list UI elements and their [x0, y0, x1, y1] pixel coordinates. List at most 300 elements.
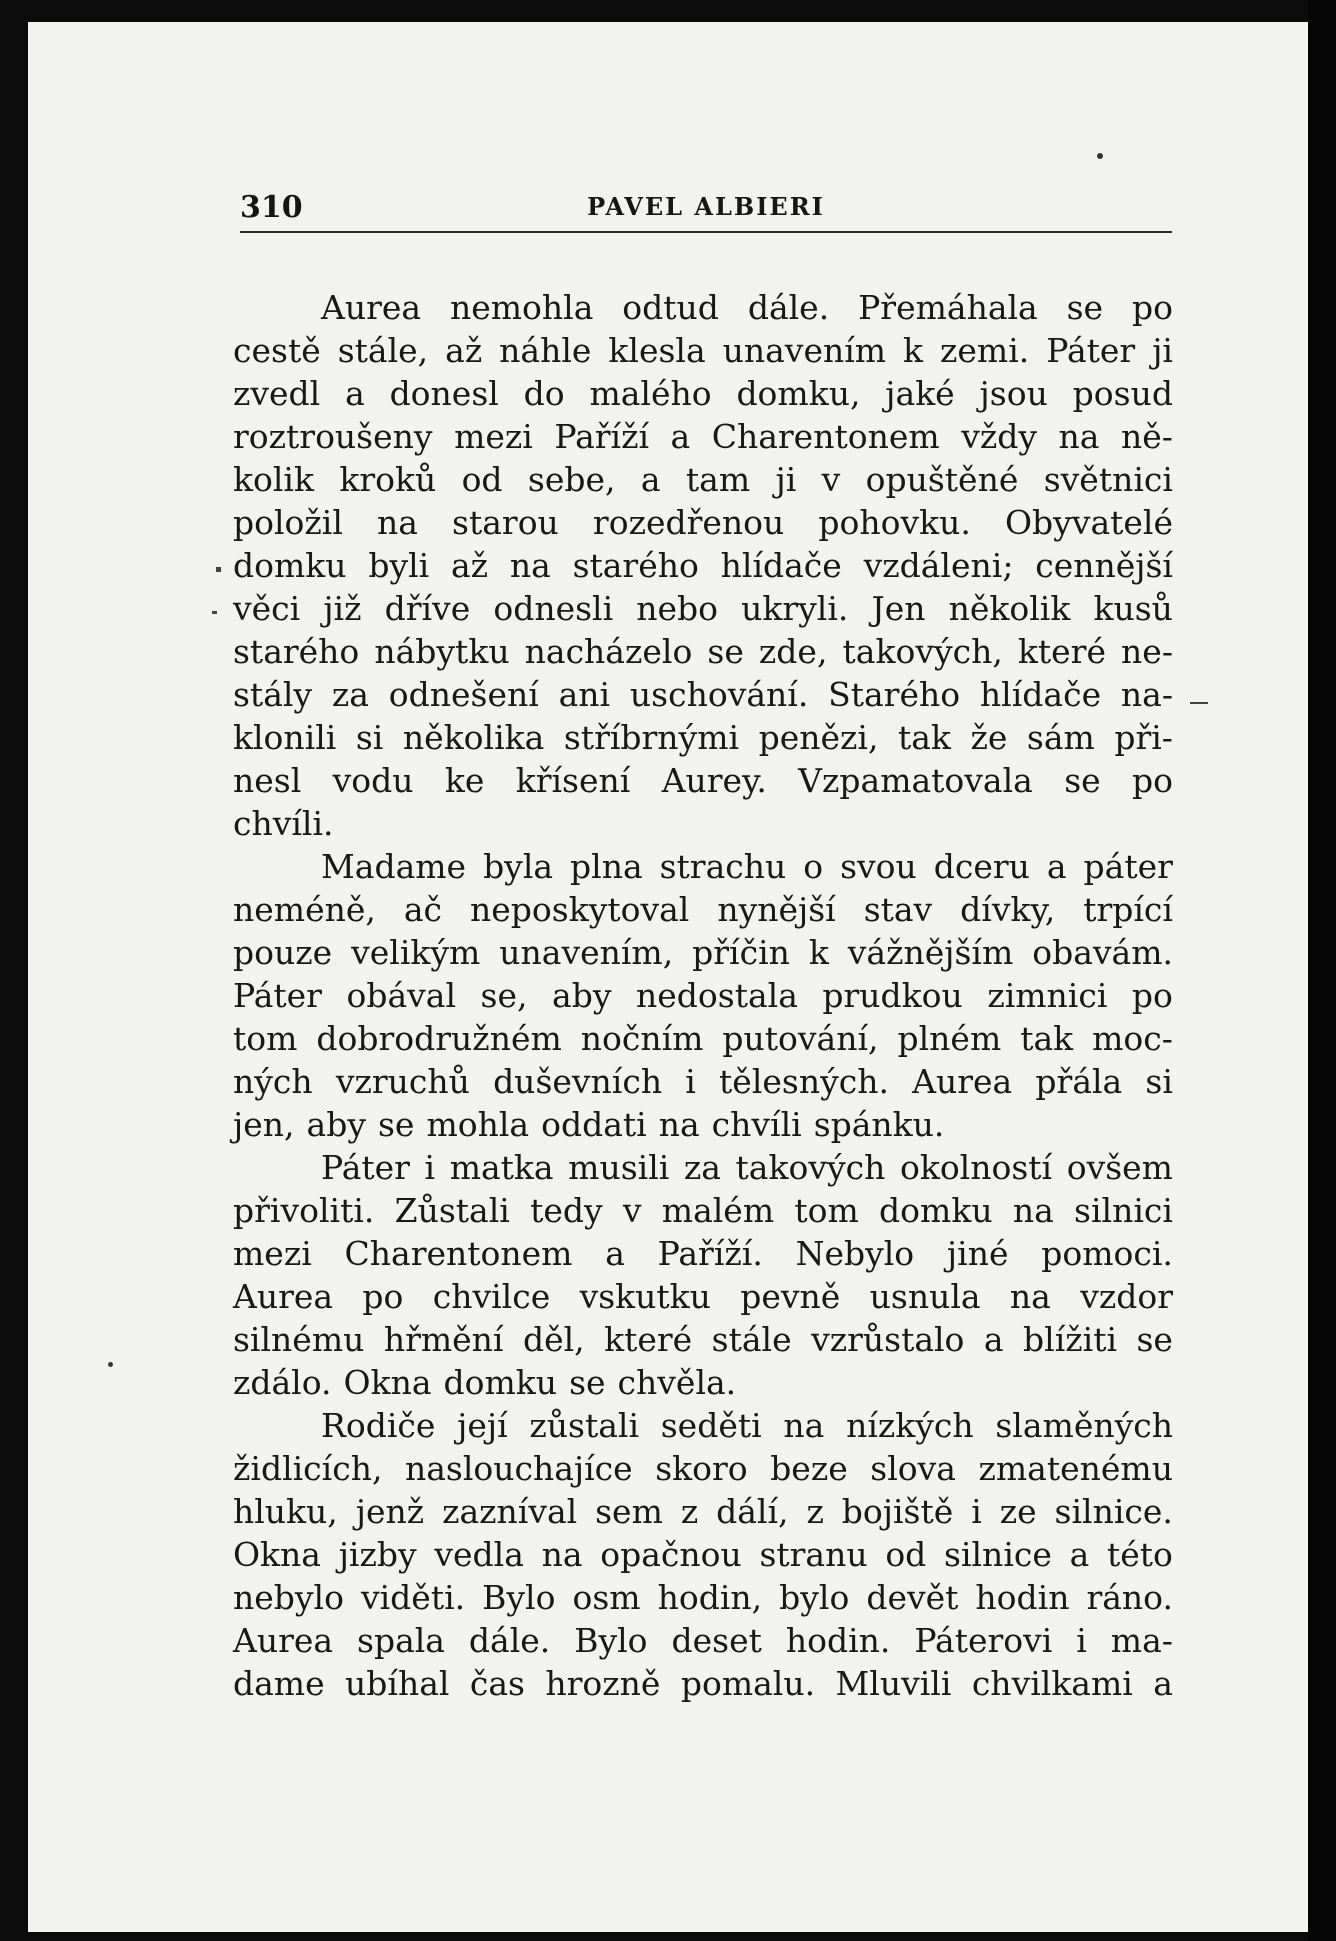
text-line	[233, 845, 1173, 888]
word: dame	[233, 1664, 325, 1703]
text-line	[233, 1017, 1173, 1060]
word: byla	[483, 847, 554, 886]
word: odtud	[622, 288, 719, 327]
scan-edge	[1308, 0, 1336, 1941]
word: Charentonem	[711, 417, 940, 456]
word: usnula	[869, 1277, 981, 1316]
word: ač	[403, 890, 443, 929]
word: nynější	[717, 890, 836, 929]
word: pohovku.	[818, 503, 971, 542]
word: se	[1066, 288, 1104, 327]
word: uschování.	[629, 675, 809, 714]
word: beze	[770, 1449, 848, 1488]
word: pouze	[233, 933, 333, 972]
word: dceru	[933, 847, 1030, 886]
word: dívky,	[960, 890, 1056, 929]
word: roztroušeny	[233, 417, 433, 456]
word: hlídače	[979, 675, 1102, 714]
word: tom	[233, 1019, 298, 1058]
word: Okna	[343, 1363, 432, 1402]
word: na	[658, 1105, 700, 1144]
word: dále.	[468, 1621, 551, 1660]
word: ma-	[1110, 1621, 1173, 1660]
word: Aurea	[912, 1062, 1013, 1101]
page-header	[240, 190, 1172, 234]
word: oddati	[541, 1105, 647, 1144]
word: na	[1058, 417, 1100, 456]
word: hodin,	[657, 1578, 763, 1617]
word: se,	[480, 976, 528, 1015]
word: příčin	[692, 933, 790, 972]
word: i	[685, 1062, 696, 1101]
word: svou	[840, 847, 917, 886]
word: a	[345, 374, 365, 413]
text-line	[233, 974, 1173, 1017]
word: se	[707, 632, 744, 671]
scan-speck	[1097, 153, 1103, 159]
word: se	[1136, 1320, 1173, 1359]
word: unavením	[722, 331, 887, 370]
word: již	[323, 589, 362, 628]
text-line	[233, 1490, 1173, 1533]
word: stále	[711, 1320, 792, 1359]
word: okolností	[899, 1148, 1053, 1187]
word: na	[1009, 1277, 1051, 1316]
text-line	[233, 1662, 1173, 1705]
word: silnice.	[1054, 1492, 1173, 1531]
word: které	[604, 1320, 693, 1359]
word: se	[377, 1105, 415, 1144]
text-line	[233, 1232, 1173, 1275]
word: moc-	[1092, 1019, 1173, 1058]
word: plna	[570, 847, 643, 886]
text-line	[233, 372, 1173, 415]
word: k	[808, 933, 829, 972]
word: stále,	[337, 331, 429, 370]
word: hodin	[975, 1578, 1070, 1617]
word: až	[451, 546, 489, 585]
text-line	[233, 544, 1173, 587]
word: malého	[589, 374, 712, 413]
word: této	[1106, 1535, 1173, 1574]
word: její	[457, 1406, 508, 1445]
word: malém	[661, 1191, 775, 1230]
word: několik	[948, 589, 1071, 628]
word: jen,	[233, 1105, 295, 1144]
word: ji	[775, 460, 797, 499]
word: chvěla.	[617, 1363, 737, 1402]
word: prudkou	[822, 976, 963, 1015]
word: Vzpamatovala	[798, 761, 1033, 800]
body-text	[233, 286, 1173, 1705]
word: na	[541, 1535, 583, 1574]
word: zemi.	[940, 331, 1030, 370]
word: světnici	[1043, 460, 1173, 499]
text-line	[233, 673, 1173, 716]
word: ovšem	[1066, 1148, 1173, 1187]
word: po	[1132, 761, 1173, 800]
word: penězi,	[758, 718, 879, 757]
header-rule	[240, 231, 1172, 233]
word: trpící	[1083, 890, 1173, 929]
word: posud	[1072, 374, 1173, 413]
word: tak	[1020, 1019, 1074, 1058]
text-line	[233, 1146, 1173, 1189]
word: jaké	[885, 374, 955, 413]
word: nebylo	[233, 1578, 344, 1617]
word: silnici	[1074, 1191, 1173, 1230]
scan-speck	[108, 1362, 113, 1367]
word: sám	[1026, 718, 1095, 757]
word: Páter	[233, 976, 322, 1015]
word: Mluvili	[835, 1664, 952, 1703]
word: o	[803, 847, 824, 886]
word: při-	[1114, 718, 1173, 757]
word: Madame	[321, 847, 467, 886]
word: vzrůstalo	[811, 1320, 965, 1359]
word: a	[1153, 1664, 1173, 1703]
text-line	[233, 630, 1173, 673]
word: hrozně	[545, 1664, 661, 1703]
word: z	[680, 1492, 699, 1531]
word: domku	[233, 546, 347, 585]
word: ji	[1152, 331, 1173, 370]
word: se	[569, 1363, 606, 1402]
word: vážnějším	[847, 933, 1014, 972]
word: silnice	[944, 1535, 1052, 1574]
word: přivoliti.	[233, 1191, 375, 1230]
word: mohla	[426, 1105, 530, 1144]
word: musili	[568, 1148, 670, 1187]
word: děl,	[522, 1320, 585, 1359]
text-line	[233, 1103, 1173, 1146]
word: do	[523, 374, 565, 413]
word: v	[622, 1191, 642, 1230]
word: neméně,	[233, 890, 376, 929]
word: zazníval	[442, 1492, 578, 1531]
word: naslouchajíce	[404, 1449, 633, 1488]
word: aby	[306, 1105, 366, 1144]
word: jsou	[979, 374, 1048, 413]
word: nočním	[580, 1019, 704, 1058]
word: donesl	[389, 374, 499, 413]
word: matka	[449, 1148, 554, 1187]
word: dále.	[747, 288, 830, 327]
word: viděti.	[360, 1578, 466, 1617]
word: Paříží.	[657, 1234, 763, 1273]
word: Páterovi	[914, 1621, 1053, 1660]
word: byli	[368, 546, 430, 585]
word: se	[1064, 761, 1101, 800]
word: spala	[357, 1621, 445, 1660]
word: klonili	[233, 718, 337, 757]
word: devět	[866, 1578, 959, 1617]
word: obavám.	[1032, 933, 1173, 972]
word: strachu	[659, 847, 787, 886]
word: a	[983, 1320, 1004, 1359]
word: putování,	[722, 1019, 879, 1058]
word: ubíhal	[345, 1664, 450, 1703]
text-line	[233, 587, 1173, 630]
word: skoro	[655, 1449, 748, 1488]
word: obával	[346, 976, 457, 1015]
text-line	[233, 802, 1173, 845]
word: i	[971, 1492, 982, 1531]
word: od	[461, 460, 503, 499]
word: i	[1076, 1621, 1087, 1660]
word: hluku,	[233, 1492, 338, 1531]
word: opačnou	[600, 1535, 742, 1574]
text-line	[233, 1189, 1173, 1232]
word: ráno.	[1086, 1578, 1173, 1617]
word: Bylo	[574, 1621, 648, 1660]
word: přála	[1035, 1062, 1123, 1101]
text-line	[233, 716, 1173, 759]
word: několika	[402, 718, 545, 757]
word: aby	[552, 976, 612, 1015]
word: zmatenému	[978, 1449, 1173, 1488]
word: slaměných	[995, 1406, 1173, 1445]
word: které	[1017, 632, 1106, 671]
word: slova	[870, 1449, 956, 1488]
word: odnešení	[388, 675, 539, 714]
word: pevně	[740, 1277, 841, 1316]
word: Charentonem	[344, 1234, 573, 1273]
word: vzdor	[1080, 1277, 1173, 1316]
word: Páter	[1046, 331, 1136, 370]
word: Jen	[871, 589, 926, 628]
word: a	[605, 1234, 625, 1273]
word: že	[970, 718, 1008, 757]
word: pomoci.	[1041, 1234, 1173, 1273]
word: Okna	[233, 1535, 321, 1574]
word: chvilkami	[971, 1664, 1133, 1703]
text-line	[233, 888, 1173, 931]
word: po	[1131, 976, 1173, 1015]
text-line	[233, 1533, 1173, 1576]
word: zdálo.	[233, 1363, 332, 1402]
word: ani	[558, 675, 611, 714]
word: mezi	[454, 417, 533, 456]
word: domku	[879, 1191, 993, 1230]
word: ukryli.	[741, 589, 849, 628]
running-title: PAVEL ALBIERI	[587, 192, 825, 221]
word: vzdáleni;	[863, 546, 1014, 585]
word: věci	[233, 589, 301, 628]
word: stály	[233, 675, 313, 714]
word: tom	[794, 1191, 859, 1230]
word: domku,	[736, 374, 861, 413]
word: hřmění	[383, 1320, 504, 1359]
word: dobrodružném	[316, 1019, 562, 1058]
word: a	[670, 417, 691, 456]
word: dálí,	[716, 1492, 789, 1531]
word: na	[783, 1406, 825, 1445]
word: čas	[469, 1664, 525, 1703]
word: ne-	[1121, 632, 1173, 671]
text-line	[233, 415, 1173, 458]
text-line	[233, 1060, 1173, 1103]
word: Aurea	[233, 1277, 334, 1316]
word: ně-	[1120, 417, 1173, 456]
word: křísení	[515, 761, 631, 800]
word: si	[355, 718, 384, 757]
margin-mark	[1190, 702, 1208, 704]
word: velikým	[351, 933, 481, 972]
word: a	[1069, 1535, 1090, 1574]
page-number: 310	[240, 190, 303, 225]
word: páter	[1083, 847, 1173, 886]
text-line	[233, 759, 1173, 802]
word: vedla	[434, 1535, 524, 1574]
word: Rodiče	[321, 1406, 436, 1445]
word: starou	[452, 503, 559, 542]
word: deset	[671, 1621, 762, 1660]
word: neposkytoval	[469, 890, 690, 929]
word: Paříží	[554, 417, 650, 456]
word: kusů	[1093, 589, 1173, 628]
text-line	[233, 931, 1173, 974]
word: nedostala	[636, 976, 798, 1015]
word: vodu	[332, 761, 414, 800]
word: nesl	[233, 761, 302, 800]
word: plném	[897, 1019, 1002, 1058]
text-line	[233, 501, 1173, 544]
word: ke	[444, 761, 485, 800]
text-line	[233, 286, 1173, 329]
text-line	[233, 1318, 1173, 1361]
word: za	[331, 675, 369, 714]
word: cestě	[233, 331, 321, 370]
word: vskutku	[579, 1277, 711, 1316]
word: si	[1145, 1062, 1173, 1101]
word: tak	[897, 718, 951, 757]
word: Aurey.	[661, 761, 767, 800]
word: chvíli	[711, 1105, 802, 1144]
word: Přemáhala	[858, 288, 1038, 327]
word: blížiti	[1023, 1320, 1118, 1359]
word: silnému	[233, 1320, 365, 1359]
text-line	[233, 1619, 1173, 1662]
word: mezi	[233, 1234, 312, 1273]
word: nízkých	[846, 1406, 974, 1445]
word: duševních	[493, 1062, 663, 1101]
word: pomalu.	[680, 1664, 816, 1703]
word: Starého	[828, 675, 961, 714]
word: zimnici	[987, 976, 1108, 1015]
word: klesla	[608, 331, 706, 370]
word: takových	[735, 1148, 886, 1187]
word: a	[1046, 847, 1067, 886]
word: hodin.	[785, 1621, 891, 1660]
word: a	[640, 460, 661, 499]
word: i	[424, 1148, 436, 1187]
word: ných	[233, 1062, 313, 1101]
word: po	[362, 1277, 404, 1316]
word: dříve	[384, 589, 471, 628]
word: starého	[233, 632, 360, 671]
word: takových,	[842, 632, 1003, 671]
word: Aurea	[233, 1621, 334, 1660]
word: náhle	[499, 331, 592, 370]
word: unavením,	[499, 933, 674, 972]
word: na-	[1120, 675, 1173, 714]
word: nemohla	[449, 288, 594, 327]
text-line	[233, 1576, 1173, 1619]
word: opuštěné	[865, 460, 1019, 499]
word: zvedl	[233, 374, 321, 413]
word: tělesných.	[719, 1062, 889, 1101]
word: Zůstali	[394, 1191, 510, 1230]
word: jizby	[338, 1535, 417, 1574]
word: chvíli.	[233, 804, 334, 843]
word: na	[509, 546, 551, 585]
word: Páter	[321, 1148, 410, 1187]
text-line	[233, 458, 1173, 501]
word: nebo	[636, 589, 719, 628]
word: jiné	[946, 1234, 1009, 1273]
word: kolik	[233, 460, 314, 499]
word: bylo	[779, 1578, 850, 1617]
word: ze	[999, 1492, 1037, 1531]
word: za	[683, 1148, 721, 1187]
text-line	[233, 329, 1173, 372]
word: vzruchů	[335, 1062, 470, 1101]
word: po	[1131, 288, 1173, 327]
text-line	[233, 1404, 1173, 1447]
word: v	[821, 460, 841, 499]
word: chvilce	[432, 1277, 551, 1316]
word: odnesli	[493, 589, 614, 628]
word: až	[445, 331, 483, 370]
word: zůstali	[529, 1406, 640, 1445]
word: tam	[685, 460, 751, 499]
word: kroků	[339, 460, 437, 499]
text-line	[233, 1447, 1173, 1490]
margin-mark	[212, 611, 217, 614]
word: na	[377, 503, 418, 542]
word: nacházelo	[524, 632, 693, 671]
word: hlídače	[720, 546, 842, 585]
word: Bylo	[482, 1578, 556, 1617]
word: Obyvatelé	[1004, 503, 1173, 542]
word: tedy	[530, 1191, 603, 1230]
word: vždy	[961, 417, 1037, 456]
word: spánku.	[813, 1105, 945, 1144]
word: položil	[233, 503, 343, 542]
word: z	[806, 1492, 824, 1531]
word: Aurea	[321, 288, 422, 327]
word: cennější	[1035, 546, 1173, 585]
text-line	[233, 1361, 1173, 1404]
word: na	[1012, 1191, 1054, 1230]
word: rozedřenou	[592, 503, 785, 542]
word: nábytku	[374, 632, 510, 671]
word: židlicích,	[233, 1449, 383, 1488]
word: stav	[863, 890, 933, 929]
margin-mark	[216, 567, 221, 572]
word: sebe,	[527, 460, 616, 499]
word: starého	[572, 546, 699, 585]
word: bojiště	[841, 1492, 954, 1531]
word: sem	[595, 1492, 663, 1531]
word: zde,	[758, 632, 828, 671]
word: osm	[572, 1578, 641, 1617]
word: seděti	[660, 1406, 762, 1445]
word: domku	[443, 1363, 558, 1402]
word: k	[903, 331, 924, 370]
word: stříbrnými	[563, 718, 740, 757]
